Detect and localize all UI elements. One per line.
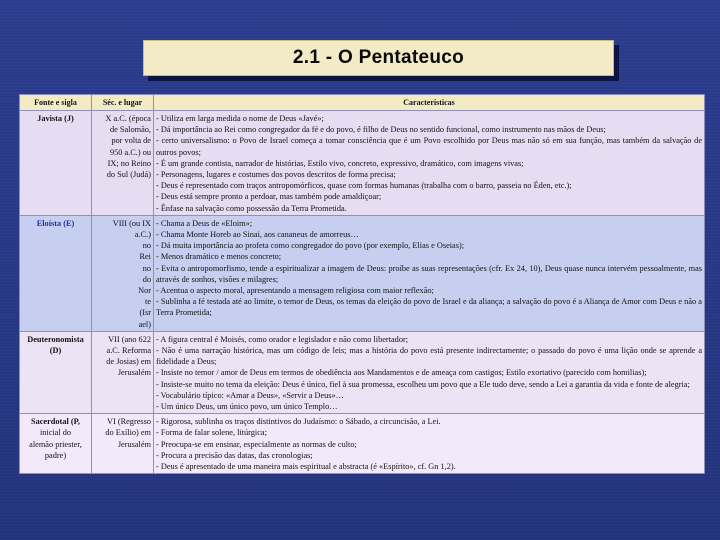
characteristic-item: - Menos dramático e menos concreto; <box>156 252 282 262</box>
source-line: inicial do <box>39 428 72 438</box>
place-cell <box>92 414 154 474</box>
place-line: VII (ano 622 <box>108 334 151 344</box>
characteristic-item: - Deus é representado com traços antropomórficos, quase com formas humanas (trabalha com o barro, passeia no Éden, etc.); <box>156 181 572 191</box>
place-line: de Salomão, <box>109 125 151 135</box>
source-line: alemão priester, <box>29 439 82 449</box>
place-cell <box>92 331 154 413</box>
header-characteristics: Características <box>154 95 705 111</box>
characteristic-item: - A figura central é Moisés, como orador e legislador e não como libertador; <box>156 334 409 344</box>
place-line: Jerusalém <box>117 368 151 378</box>
characteristic-item: - Sublinha a fé testada até ao limite, o temor de Deus, os temas da eleição do povo de Israel e da aliança; a salvação do povo é a Aliança de Amor com Deus e não a Terra Prometida; <box>156 297 702 318</box>
place-line: X a.C. (época <box>105 114 151 123</box>
characteristic-item: - Personagens, lugares e costumes dos povos descritos de forma precisa; <box>156 170 396 180</box>
place-line: do <box>142 274 151 284</box>
source-line: padre) <box>44 450 67 460</box>
characteristic-item: - É um grande contista, narrador de histórias, Estilo vivo, concreto, expressivo, dramático, com imagens vivas; <box>156 158 524 168</box>
table-row-eloista <box>20 215 705 331</box>
characteristic-item: - Insiste-se muito no tema da eleição: Deus é único, fiel à sua promessa, escolheu um povo que a Ele tudo deve, sendo a Lei a garantia da vida e fonte de alegria; <box>156 379 690 389</box>
characteristics-cell <box>154 414 705 474</box>
characteristic-item: - Evita o antropomorfismo, tende a espiritualizar a imagem de Deus: proíbe as suas representações (cfr. Ex 24, 10), Deus quase nunca intervém pessoalmente, mas através de sonhos, visões e milagres; <box>156 263 702 284</box>
source-line: Sacerdotal (P, <box>30 417 80 427</box>
place-line: a.C.) <box>134 230 151 240</box>
characteristic-item: - Procura a precisão das datas, das cronologias; <box>156 450 313 460</box>
source-cell: Deuteronomista (D) <box>20 331 92 413</box>
characteristic-item: - Deus é apresentado de uma maneira mais espiritual e abstracta (é «Espírito», cf. Gn 1,2). <box>156 462 456 472</box>
page-title: 2.1 - O Pentateuco <box>292 47 465 68</box>
source-cell: Eloísta (E) <box>20 215 92 331</box>
characteristic-item: - Utiliza em larga medida o nome de Deus «Javé»; <box>156 114 324 123</box>
place-line: por volta de <box>111 136 151 146</box>
place-cell <box>92 215 154 331</box>
place-line: ael) <box>138 319 151 329</box>
place-line: do Exílio) em <box>105 428 151 438</box>
table-row-javista <box>20 111 705 216</box>
characteristic-item: - Ênfase na salvação como possessão da Terra Prometida. <box>156 203 347 213</box>
place-line: do Sul (Judá) <box>106 170 151 180</box>
characteristic-item: - certo universalismo: o Povo de Israel começa a tomar consciência que é um Povo escolhido por Deus mas não só em sua função, mas também da salvação de outros povos; <box>156 136 702 157</box>
characteristics-cell <box>154 111 705 216</box>
place-line: VI (Regresso <box>106 417 151 427</box>
source-cell: Javista (J) <box>20 111 92 216</box>
place-line: (Isr <box>139 308 151 318</box>
table-row-deuteronomista <box>20 331 705 413</box>
table-row-sacerdotal <box>20 414 705 474</box>
header-source: Fonte e sigla <box>20 95 92 111</box>
characteristic-item: - Vocabulário típico: «Amar a Deus», «Servir a Deus»… <box>156 390 344 400</box>
characteristic-item: - Não é uma narração histórica, mas um código de leis; mas a história do povo está presente indirectamente; o passado do povo é uma lição onde se aprende a fidelidade a Deus; <box>156 346 702 367</box>
place-line: de Josias) em <box>106 357 151 367</box>
place-line: 950 a.C.) ou <box>109 147 151 157</box>
place-line: no <box>142 263 151 273</box>
characteristic-item: - Chama a Deus de «Eloim»; <box>156 218 253 228</box>
characteristics-cell <box>154 331 705 413</box>
pentateuch-table <box>19 94 705 474</box>
title-banner <box>143 40 614 76</box>
place-line: a.C. Reforma <box>106 346 151 356</box>
characteristic-item: - Acentua o aspecto moral, apresentando a mensagem religiosa com maior reflexão; <box>156 286 434 296</box>
place-line: Nor <box>138 286 151 296</box>
characteristic-item: - Insiste no temor / amor de Deus em termos de obediência aos Mandamentos e de ameaça com castigos; Estilo exortativo (parecido com homilias); <box>156 368 647 378</box>
characteristic-item: - Rigorosa, sublinha os traços distintivos do Judaísmo: o Sábado, a circuncisão, a Lei. <box>156 417 441 427</box>
characteristic-item: - Dá muita importância ao profeta como congregador do povo (por exemplo, Elias e Oseias); <box>156 241 465 251</box>
characteristic-item: - Forma de falar solene, litúrgica; <box>156 428 267 438</box>
characteristic-item: - Preocupa-se em ensinar, especialmente as normas de culto; <box>156 439 357 449</box>
place-line: Jerusalém <box>117 439 151 449</box>
characteristics-cell <box>154 215 705 331</box>
source-cell <box>20 414 92 474</box>
characteristic-item: - Dá importância ao Rei como congregador da fé e do povo, é filho de Deus no sentido funcional, como instrumento nas mãos de Deus; <box>156 125 606 135</box>
place-line: no <box>142 241 151 251</box>
place-cell <box>92 111 154 216</box>
characteristic-item: - Um único Deus, um único povo, um único Templo… <box>156 402 338 412</box>
place-line: IX; no Reino <box>107 158 151 168</box>
place-line: VIII (ou IX <box>112 218 151 228</box>
characteristic-item: - Deus está sempre pronto a perdoar, mas também pode amaldiçoar; <box>156 192 382 202</box>
characteristic-item: - Chama Monte Horeb ao Sinai, aos cananeus de amorreus… <box>156 230 359 240</box>
table-header-row <box>20 95 705 111</box>
place-line: te <box>145 297 151 307</box>
place-line: Rei <box>139 252 151 262</box>
header-place: Séc. e lugar <box>92 95 154 111</box>
